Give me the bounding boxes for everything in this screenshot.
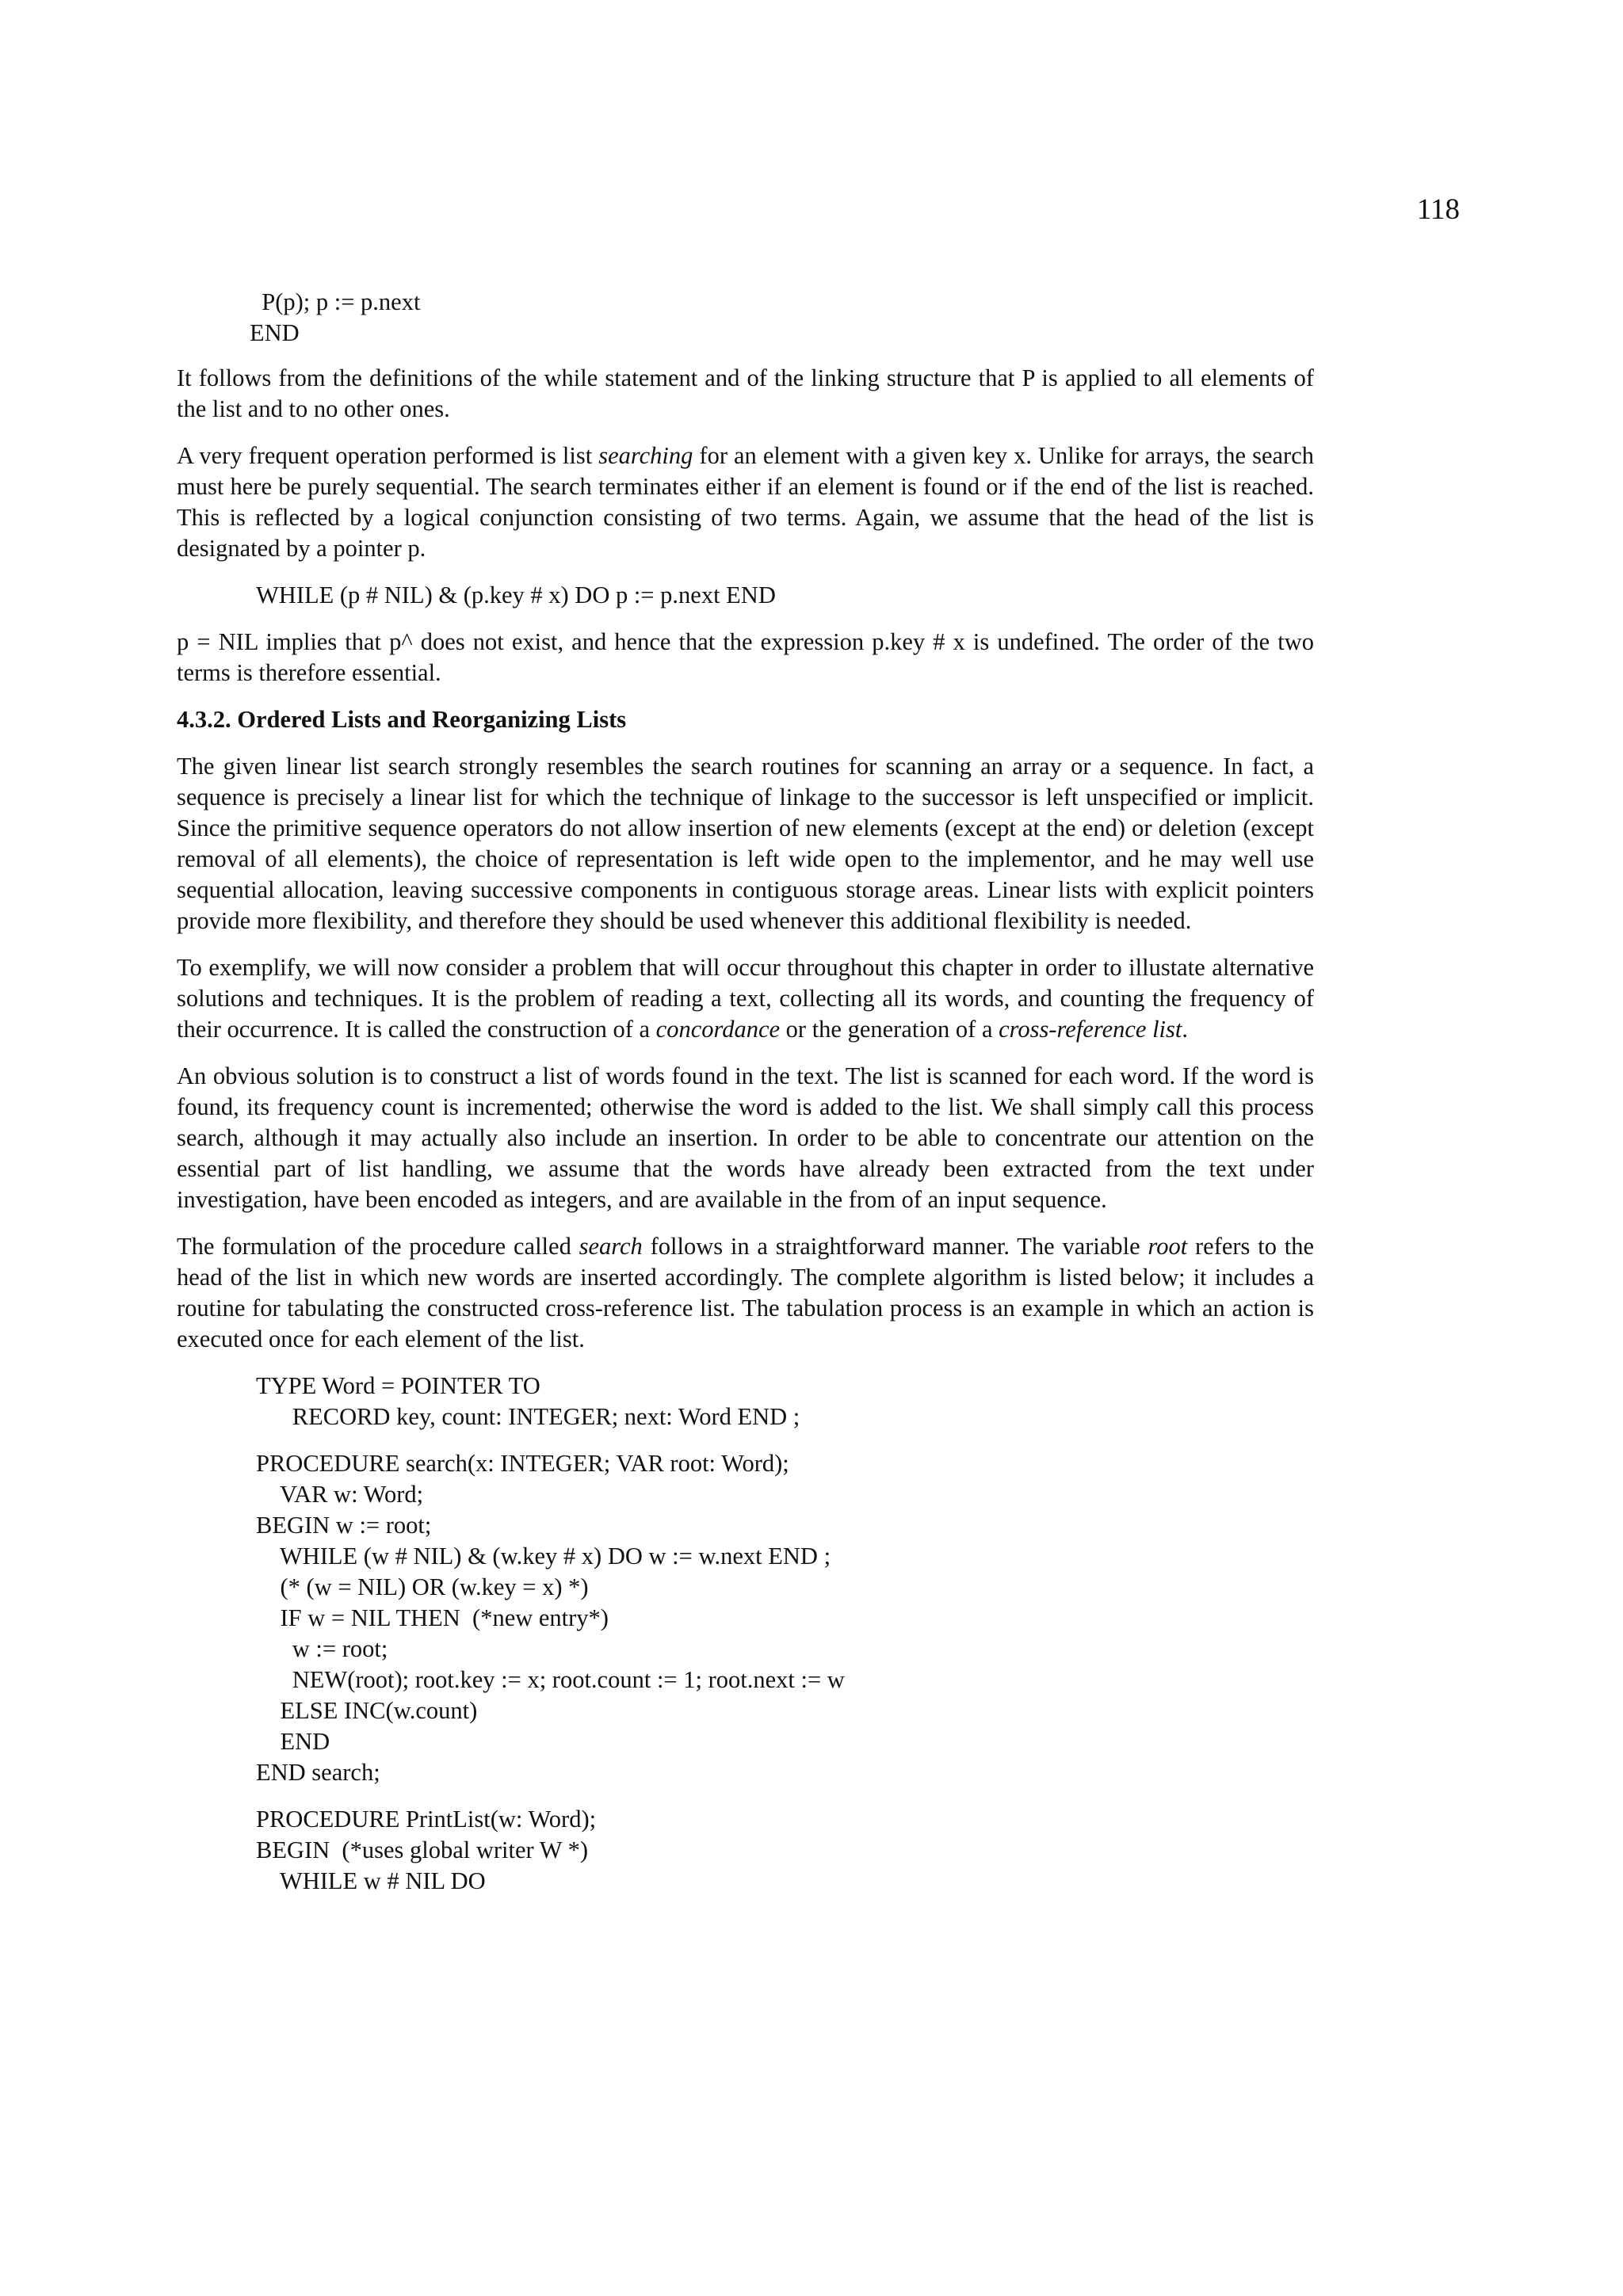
paragraph-concordance	[177, 952, 1314, 1045]
code-block-loop-end	[250, 287, 1314, 349]
code-line: RECORD key, count: INTEGER; next: Word END ;	[256, 1403, 800, 1430]
code-line-while-search: WHILE (p # NIL) & (p.key # x) DO p := p.next END	[256, 582, 776, 608]
paragraph-while-definition: It follows from the definitions of the while statement and of the linking structure that P is applied to all elements of the list and to no other ones.	[177, 364, 1314, 422]
emphasis-concordance: concordance	[655, 1016, 781, 1043]
code-block-type-word	[256, 1371, 1314, 1432]
code-block-procedure-search	[256, 1448, 1314, 1788]
text-run: or the generation of a	[780, 1016, 999, 1043]
emphasis-cross-reference-list: cross-reference list	[999, 1016, 1182, 1043]
text-run: for an element with a given key x. Unlike for arrays, the search must here be purely sequential. The search terminates either if an element is found or if the end of the list is reached. This is reflected by a logical conjunction consisting of two terms. Again, we assume that the head of the list is designated by a pointer p.	[177, 442, 1314, 562]
page-content	[177, 287, 1314, 1897]
page-number: 118	[1416, 193, 1460, 226]
code-line: (* (w = NIL) OR (w.key = x) *)	[256, 1573, 589, 1600]
code-line: PROCEDURE PrintList(w: Word);	[256, 1806, 597, 1833]
code-line: IF w = NIL THEN (*new entry*)	[256, 1604, 609, 1631]
paragraph-obvious-solution: An obvious solution is to construct a list of words found in the text. The list is scanned for each word. If the word is found, its frequency count is incremented; otherwise the word is added to the list. We shall simply call this process search, although it may actually also include an insertion. In order to be able to concentrate our attention on the essential part of list handling, we assume that the words have already been extracted from the text under investigation, have been encoded as integers, and are available in the from of an input sequence.	[177, 1062, 1314, 1213]
paragraph-linear-list: The given linear list search strongly resembles the search routines for scanning an array or a sequence. In fact, a sequence is precisely a linear list for which the technique of linkage to the successor is left unspecified or implicit. Since the primitive sequence operators do not allow insertion of new elements (except at the end) or deletion (except removal of all elements), the choice of representation is left wide open to the implementor, and he may well use sequential allocation, leaving successive components in contiguous storage areas. Linear lists with explicit pointers provide more flexibility, and therefore they should be used whenever this additional flexibility is needed.	[177, 753, 1314, 934]
code-line: END	[250, 319, 300, 346]
code-line: P(p); p := p.next	[250, 288, 421, 315]
text-run: .	[1182, 1016, 1188, 1043]
code-block-procedure-printlist	[256, 1804, 1314, 1897]
text-run: The formulation of the procedure called	[177, 1233, 579, 1260]
emphasis-root: root	[1148, 1233, 1188, 1260]
section-heading: 4.3.2. Ordered Lists and Reorganizing Lists	[177, 706, 627, 733]
paragraph-nil-implication: p = NIL implies that p^ does not exist, and hence that the expression p.key # x is undefined. The order of the two terms is therefore essential.	[177, 628, 1314, 686]
code-line: w := root;	[256, 1635, 388, 1662]
code-line: WHILE (w # NIL) & (w.key # x) DO w := w.next END ;	[256, 1543, 831, 1569]
paragraph-procedure-search	[177, 1231, 1314, 1355]
text-run: follows in a straightforward manner. The variable	[642, 1233, 1148, 1260]
code-line: BEGIN w := root;	[256, 1512, 432, 1539]
code-line: NEW(root); root.key := x; root.count := 1; root.next := w	[256, 1666, 845, 1693]
code-line: VAR w: Word;	[256, 1481, 424, 1508]
code-line: ELSE INC(w.count)	[256, 1697, 478, 1724]
code-line: END search;	[256, 1759, 380, 1786]
text-run: refers to the head of the list in which new words are inserted accordingly. The complete algorithm is listed below; it includes a routine for tabulating the constructed cross-reference list. The tabulation process is an example in which an action is executed once for each element of the list.	[177, 1233, 1315, 1352]
code-line: PROCEDURE search(x: INTEGER; VAR root: Word);	[256, 1450, 789, 1477]
text-run: To exemplify, we will now consider a problem that will occur throughout this chapter in order to illustate alternative solutions and techniques. It is the problem of reading a text, collecting all its words, and counting the frequency of their occurrence. It is called the construction of a	[177, 954, 1314, 1043]
code-line: WHILE w # NIL DO	[256, 1867, 486, 1894]
text-run: A very frequent operation performed is list	[177, 442, 599, 469]
emphasis-search: search	[579, 1233, 643, 1260]
paragraph-list-searching	[177, 441, 1314, 564]
code-line: END	[256, 1728, 330, 1755]
emphasis-searching: searching	[598, 442, 693, 469]
code-line: BEGIN (*uses global writer W *)	[256, 1836, 589, 1863]
code-line: TYPE Word = POINTER TO	[256, 1372, 540, 1399]
